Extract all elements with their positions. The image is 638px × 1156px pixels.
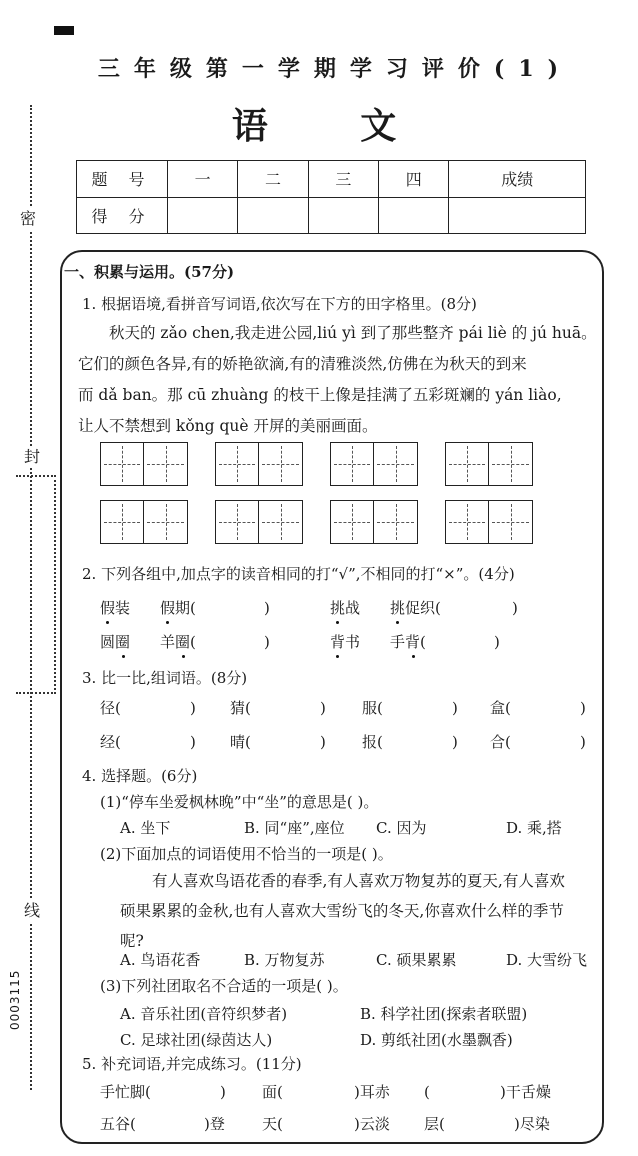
score-table-cell: 一 xyxy=(168,161,238,198)
emphasis-dot xyxy=(122,655,125,658)
q4-sub2-passage xyxy=(120,866,565,956)
q3-answer-blank[interactable]: ) xyxy=(580,699,586,717)
q2-answer-blank[interactable]: ) xyxy=(264,599,270,617)
binding-char-line: 线 xyxy=(24,901,41,920)
subject-title: 语 文 xyxy=(231,105,437,147)
passage-line: 而 dǎ ban。那 cū zhuàng 的枝干上像是挂满了五彩斑斓的 yán liào, xyxy=(78,386,562,404)
tianzige-answer-box[interactable] xyxy=(215,500,303,544)
q3-char: 服( xyxy=(362,699,383,717)
question-3-prompt: 3. 比一比,组词语。(8分) xyxy=(82,669,248,687)
passage-line: 硕果累累的金秋,也有人喜欢大雪纷飞的冬天,你喜欢什么样的季节 xyxy=(120,902,564,920)
q2-answer-blank[interactable]: ) xyxy=(494,633,500,651)
emphasis-dot xyxy=(336,621,339,624)
corner-mark xyxy=(54,26,74,35)
q3-answer-blank[interactable]: ) xyxy=(190,733,196,751)
score-table-cell: 得 分 xyxy=(77,197,168,234)
q4-sub3-option[interactable]: A. 音乐社团(音符织梦者) xyxy=(120,1005,288,1023)
emphasis-dot xyxy=(336,655,339,658)
q4-sub3-question: (3)下列社团取名不合适的一项是( )。 xyxy=(100,977,348,995)
q5-word-blank[interactable]: 五谷( xyxy=(100,1115,136,1133)
q4-sub3-option[interactable]: C. 足球社团(绿茵达人) xyxy=(120,1031,273,1049)
score-table-cell: 题 号 xyxy=(77,161,168,198)
emphasis-dot xyxy=(396,621,399,624)
q3-char: 猜( xyxy=(230,699,251,717)
emphasis-dot xyxy=(106,621,109,624)
binding-char-seal: 密 xyxy=(20,209,37,228)
q5-word-blank[interactable]: )尽染 xyxy=(514,1115,550,1133)
passage-line: 秋天的 zǎo chen,我走进公园,liú yì 到了那些整齐 pái liè 的 jú huā。 xyxy=(109,324,597,342)
q3-char: 径( xyxy=(100,699,121,717)
q2-answer-blank[interactable]: ) xyxy=(264,633,270,651)
question-1-prompt: 1. 根据语境,看拼音写词语,依次写在下方的田字格里。(8分) xyxy=(82,295,477,313)
q4-sub1-option[interactable]: B. 同“座”,座位 xyxy=(244,819,345,837)
q2-word: 挑促织( xyxy=(390,599,441,617)
q3-answer-blank[interactable]: ) xyxy=(320,733,326,751)
exam-title: 三年级第一学期学习评价(1) xyxy=(97,56,573,82)
score-table xyxy=(76,160,586,234)
binding-line-jog xyxy=(16,475,56,694)
q3-answer-blank[interactable]: ) xyxy=(580,733,586,751)
binding-char-close: 封 xyxy=(24,447,41,466)
passage-line: 呢? xyxy=(120,932,144,950)
tianzige-answer-box[interactable] xyxy=(445,442,533,486)
emphasis-dot xyxy=(412,655,415,658)
question-4-prompt: 4. 选择题。(6分) xyxy=(82,767,198,785)
q3-answer-blank[interactable]: ) xyxy=(452,733,458,751)
score-input-cell[interactable] xyxy=(168,197,238,234)
tianzige-answer-box[interactable] xyxy=(215,442,303,486)
tianzige-answer-box[interactable] xyxy=(100,500,188,544)
score-input-cell[interactable] xyxy=(238,197,308,234)
q3-char: 报( xyxy=(362,733,383,751)
tianzige-answer-box[interactable] xyxy=(330,442,418,486)
passage-line: 有人喜欢鸟语花香的春季,有人喜欢万物复苏的夏天,有人喜欢 xyxy=(152,872,565,890)
q5-word-blank[interactable]: )干舌燥 xyxy=(500,1083,551,1101)
q3-char: 合( xyxy=(490,733,511,751)
q4-sub2-option[interactable]: D. 大雪纷飞 xyxy=(506,951,588,969)
tianzige-answer-box[interactable] xyxy=(445,500,533,544)
question-2-prompt: 2. 下列各组中,加点字的读音相同的打“√”,不相同的打“×”。(4分) xyxy=(82,565,515,583)
q4-sub3-option[interactable]: D. 剪纸社团(水墨飘香) xyxy=(360,1031,513,1049)
score-input-cell[interactable] xyxy=(449,197,586,234)
q5-word-blank[interactable]: )登 xyxy=(204,1115,225,1133)
q5-word-blank[interactable]: ( xyxy=(424,1083,430,1101)
q5-word-blank[interactable]: )耳赤 xyxy=(354,1083,390,1101)
q5-word-blank[interactable]: 天( xyxy=(262,1115,283,1133)
tianzige-answer-box[interactable] xyxy=(330,500,418,544)
tianzige-area xyxy=(100,442,533,544)
q2-word: 假装 xyxy=(100,599,131,617)
q3-char: 盒( xyxy=(490,699,511,717)
q4-sub2-option[interactable]: B. 万物复苏 xyxy=(244,951,325,969)
score-input-cell[interactable] xyxy=(379,197,449,234)
question-1-passage xyxy=(78,318,598,442)
score-table-cell: 二 xyxy=(238,161,308,198)
q4-sub1-option[interactable]: C. 因为 xyxy=(376,819,427,837)
passage-line: 它们的颜色各异,有的娇艳欲滴,有的清雅淡然,仿佛在为秋天的到来 xyxy=(78,355,527,373)
q3-answer-blank[interactable]: ) xyxy=(452,699,458,717)
q5-word-blank[interactable]: 手忙脚( xyxy=(100,1083,151,1101)
score-table-score-row xyxy=(77,197,586,234)
q4-sub2-option[interactable]: C. 硕果累累 xyxy=(376,951,457,969)
q4-sub1-option[interactable]: A. 坐下 xyxy=(120,819,171,837)
score-table-cell: 成绩 xyxy=(449,161,586,198)
q3-char: 经( xyxy=(100,733,121,751)
q2-answer-blank[interactable]: ) xyxy=(512,599,518,617)
score-input-cell[interactable] xyxy=(308,197,378,234)
q3-answer-blank[interactable]: ) xyxy=(320,699,326,717)
q4-sub2-option[interactable]: A. 鸟语花香 xyxy=(120,951,201,969)
binding-code: 0003115 xyxy=(8,969,22,1030)
q4-sub1-option[interactable]: D. 乘,搭 xyxy=(506,819,562,837)
q5-word-blank[interactable]: 层( xyxy=(424,1115,445,1133)
q2-word: 背书 xyxy=(330,633,361,651)
q2-word: 手背( xyxy=(390,633,426,651)
q5-word-blank[interactable]: ) xyxy=(220,1083,226,1101)
q5-word-blank[interactable]: )云淡 xyxy=(354,1115,390,1133)
score-table-cell: 三 xyxy=(308,161,378,198)
score-table-header-row xyxy=(77,161,586,198)
q2-word: 挑战 xyxy=(330,599,361,617)
emphasis-dot xyxy=(166,621,169,624)
q2-word: 羊圈( xyxy=(160,633,196,651)
q5-word-blank[interactable]: 面( xyxy=(262,1083,283,1101)
q4-sub1-question: (1)“停车坐爱枫林晚”中“坐”的意思是( )。 xyxy=(100,793,379,811)
q4-sub2-question: (2)下面加点的词语使用不恰当的一项是( )。 xyxy=(100,845,393,863)
q3-answer-blank[interactable]: ) xyxy=(190,699,196,717)
question-5-prompt: 5. 补充词语,并完成练习。(11分) xyxy=(82,1055,302,1073)
q2-word: 圆圈 xyxy=(100,633,131,651)
score-table-cell: 四 xyxy=(379,161,449,198)
emphasis-dot xyxy=(182,655,185,658)
section-title: 一、积累与运用。(57分) xyxy=(64,263,235,281)
q3-char: 晴( xyxy=(230,733,251,751)
tianzige-answer-box[interactable] xyxy=(100,442,188,486)
q4-sub3-option[interactable]: B. 科学社团(探索者联盟) xyxy=(360,1005,528,1023)
passage-line: 让人不禁想到 kǒng què 开屏的美丽画面。 xyxy=(78,417,378,435)
q2-word: 假期( xyxy=(160,599,196,617)
